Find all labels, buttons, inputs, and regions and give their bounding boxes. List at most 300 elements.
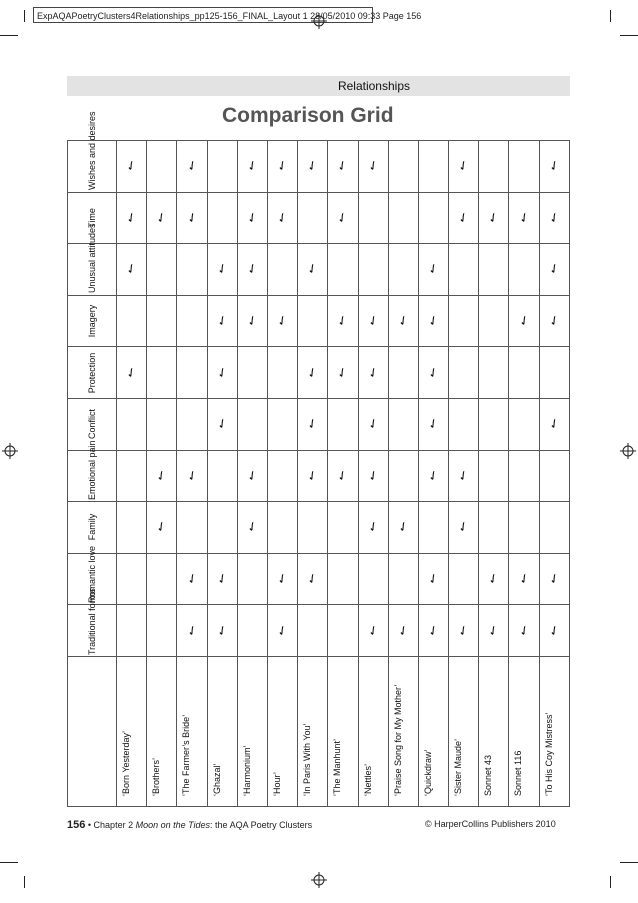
grid-cell bbox=[418, 553, 448, 605]
grid-cell bbox=[177, 141, 207, 193]
tick-mark-icon: ✓ bbox=[334, 156, 352, 176]
grid-cell bbox=[479, 450, 509, 502]
grid-cell bbox=[539, 502, 569, 554]
poem-title: Sonnet 116 bbox=[513, 750, 524, 796]
grid-cell bbox=[117, 502, 147, 554]
grid-cell bbox=[388, 398, 418, 450]
grid-cell bbox=[177, 502, 207, 554]
corner-cell bbox=[68, 656, 117, 806]
poem-title: ‘In Paris With You’ bbox=[302, 723, 313, 796]
tick-mark-icon: ✓ bbox=[273, 208, 291, 227]
grid-cell bbox=[358, 502, 388, 554]
tick-mark-icon: ✓ bbox=[394, 517, 412, 537]
tick-mark-icon: ✓ bbox=[243, 156, 261, 176]
grid-cell bbox=[328, 502, 358, 554]
poem-cell bbox=[388, 656, 418, 806]
page-number: 156 bbox=[67, 819, 86, 831]
grid-cell bbox=[358, 295, 388, 347]
grid-cell bbox=[328, 141, 358, 193]
grid-cell bbox=[117, 192, 147, 244]
footer-bullet: • bbox=[87, 820, 92, 830]
tick-mark-icon: ✓ bbox=[183, 569, 201, 588]
category-row bbox=[68, 398, 570, 450]
grid-cell bbox=[418, 605, 448, 657]
tick-mark-icon: ✓ bbox=[424, 466, 442, 485]
grid-cell bbox=[177, 450, 207, 502]
poem-title: ‘To His Coy Mistress’ bbox=[543, 712, 554, 796]
grid-cell bbox=[267, 502, 297, 554]
grid-cell bbox=[509, 141, 539, 193]
footer-copyright: © HarperCollins Publishers 2010 bbox=[425, 819, 556, 829]
grid-cell bbox=[237, 192, 267, 244]
poem-cell bbox=[479, 656, 509, 806]
tick-mark-icon: ✓ bbox=[213, 311, 231, 330]
grid-cell bbox=[358, 141, 388, 193]
grid-cell bbox=[449, 141, 479, 193]
grid-cell bbox=[147, 502, 177, 554]
tick-mark-icon: ✓ bbox=[303, 414, 321, 434]
grid-cell bbox=[147, 141, 177, 193]
grid-cell bbox=[388, 605, 418, 657]
grid-cell bbox=[509, 553, 539, 605]
grid-cell bbox=[298, 141, 328, 193]
grid-cell bbox=[449, 192, 479, 244]
grid-cell bbox=[358, 398, 388, 450]
grid-cell bbox=[388, 450, 418, 502]
tick-mark-icon: ✓ bbox=[485, 569, 503, 588]
crop-mark bbox=[620, 862, 638, 863]
grid-cell bbox=[479, 192, 509, 244]
grid-cell bbox=[479, 244, 509, 296]
tick-mark-icon: ✓ bbox=[424, 363, 442, 382]
category-label: Time bbox=[87, 208, 97, 228]
grid-cell bbox=[509, 244, 539, 296]
poem-cell bbox=[539, 656, 569, 806]
grid-cell bbox=[147, 553, 177, 605]
grid-cell bbox=[298, 347, 328, 399]
grid-cell bbox=[298, 295, 328, 347]
grid-cell bbox=[298, 244, 328, 296]
category-row bbox=[68, 553, 570, 605]
section-header-band bbox=[67, 76, 570, 96]
grid-cell bbox=[449, 502, 479, 554]
tick-mark-icon: ✓ bbox=[454, 156, 472, 176]
grid-cell bbox=[298, 398, 328, 450]
grid-cell bbox=[267, 450, 297, 502]
category-label: Traditional forms bbox=[87, 587, 97, 655]
poem-title: ‘Ghazal’ bbox=[211, 763, 222, 796]
category-label: Emotional pain bbox=[87, 440, 97, 500]
tick-mark-icon: ✓ bbox=[153, 517, 171, 537]
tick-mark-icon: ✓ bbox=[485, 208, 503, 227]
grid-cell bbox=[207, 502, 237, 554]
tick-mark-icon: ✓ bbox=[303, 569, 321, 588]
category-label: Imagery bbox=[87, 304, 97, 338]
grid-cell bbox=[207, 450, 237, 502]
poem-title: ‘Born Yesterday’ bbox=[121, 730, 131, 796]
grid-cell bbox=[117, 553, 147, 605]
tick-mark-icon: ✓ bbox=[515, 311, 533, 330]
poem-cell bbox=[328, 656, 358, 806]
grid-cell bbox=[207, 141, 237, 193]
grid-cell bbox=[539, 398, 569, 450]
grid-cell bbox=[117, 141, 147, 193]
category-row bbox=[68, 502, 570, 554]
category-row bbox=[68, 605, 570, 657]
registration-mark-icon bbox=[620, 443, 636, 459]
category-label: Conflict bbox=[87, 409, 97, 440]
grid-cell bbox=[147, 398, 177, 450]
poem-title: ‘Nettles’ bbox=[362, 763, 373, 796]
grid-cell bbox=[298, 450, 328, 502]
grid-cell bbox=[539, 347, 569, 399]
grid-cell bbox=[358, 192, 388, 244]
tick-mark-icon: ✓ bbox=[545, 569, 563, 588]
registration-mark-icon bbox=[311, 872, 327, 888]
grid-cell bbox=[237, 553, 267, 605]
tick-mark-icon: ✓ bbox=[122, 363, 140, 382]
category-header bbox=[68, 347, 117, 399]
grid-cell bbox=[298, 553, 328, 605]
poem-cell bbox=[449, 656, 479, 806]
grid-cell bbox=[147, 605, 177, 657]
grid-cell bbox=[207, 192, 237, 244]
tick-mark-icon: ✓ bbox=[424, 259, 442, 279]
tick-mark-icon: ✓ bbox=[515, 208, 533, 227]
grid-cell bbox=[177, 553, 207, 605]
tick-mark-icon: ✓ bbox=[153, 466, 171, 485]
tick-mark-icon: ✓ bbox=[243, 517, 261, 537]
grid-cell bbox=[358, 244, 388, 296]
category-row bbox=[68, 141, 570, 193]
category-row bbox=[68, 295, 570, 347]
grid-cell bbox=[267, 244, 297, 296]
grid-cell bbox=[388, 295, 418, 347]
tick-mark-icon: ✓ bbox=[454, 466, 472, 485]
grid-cell bbox=[509, 295, 539, 347]
crop-mark bbox=[610, 10, 611, 22]
tick-mark-icon: ✓ bbox=[303, 363, 321, 382]
tick-mark-icon: ✓ bbox=[364, 414, 382, 434]
grid-cell bbox=[539, 605, 569, 657]
tick-mark-icon: ✓ bbox=[183, 620, 201, 640]
grid-cell bbox=[298, 502, 328, 554]
category-row bbox=[68, 347, 570, 399]
tick-mark-icon: ✓ bbox=[424, 620, 442, 640]
grid-cell bbox=[509, 347, 539, 399]
grid-cell bbox=[388, 553, 418, 605]
tick-mark-icon: ✓ bbox=[273, 311, 291, 330]
grid-cell bbox=[418, 295, 448, 347]
grid-cell bbox=[449, 347, 479, 399]
grid-cell bbox=[539, 244, 569, 296]
tick-mark-icon: ✓ bbox=[364, 363, 382, 382]
poem-title: ‘Praise Song for My Mother’ bbox=[392, 684, 403, 796]
tick-mark-icon: ✓ bbox=[183, 208, 201, 227]
grid-cell bbox=[509, 450, 539, 502]
grid-cell bbox=[358, 553, 388, 605]
grid-cell bbox=[479, 553, 509, 605]
grid-cell bbox=[117, 450, 147, 502]
poem-name-row bbox=[68, 656, 570, 806]
grid-cell bbox=[539, 192, 569, 244]
grid-cell bbox=[509, 192, 539, 244]
grid-cell bbox=[117, 244, 147, 296]
tick-mark-icon: ✓ bbox=[364, 620, 382, 640]
tick-mark-icon: ✓ bbox=[122, 156, 140, 176]
grid-cell bbox=[449, 295, 479, 347]
grid-cell bbox=[358, 347, 388, 399]
tick-mark-icon: ✓ bbox=[454, 208, 472, 227]
grid-cell bbox=[479, 295, 509, 347]
grid-cell bbox=[479, 141, 509, 193]
grid-cell bbox=[117, 347, 147, 399]
crop-mark bbox=[24, 876, 25, 888]
grid-cell bbox=[418, 450, 448, 502]
tick-mark-icon: ✓ bbox=[545, 259, 563, 279]
tick-mark-icon: ✓ bbox=[303, 156, 321, 176]
grid-cell bbox=[479, 502, 509, 554]
tick-mark-icon: ✓ bbox=[334, 311, 352, 330]
grid-cell bbox=[328, 192, 358, 244]
tick-mark-icon: ✓ bbox=[303, 466, 321, 485]
tick-mark-icon: ✓ bbox=[183, 466, 201, 485]
category-label: Protection bbox=[87, 352, 97, 393]
category-label: Family bbox=[87, 514, 97, 541]
grid-cell bbox=[147, 244, 177, 296]
poem-title: ‘The Farmer’s Bride’ bbox=[181, 714, 192, 796]
poem-cell bbox=[358, 656, 388, 806]
tick-mark-icon: ✓ bbox=[213, 569, 231, 588]
grid-cell bbox=[539, 295, 569, 347]
poem-title: ‘Sister Maude’ bbox=[453, 738, 464, 796]
category-header bbox=[68, 440, 117, 502]
page-title: Comparison Grid bbox=[222, 104, 394, 127]
tick-mark-icon: ✓ bbox=[334, 363, 352, 382]
tick-mark-icon: ✓ bbox=[394, 620, 412, 640]
tick-mark-icon: ✓ bbox=[243, 208, 261, 227]
grid-cell bbox=[177, 295, 207, 347]
tick-mark-icon: ✓ bbox=[213, 414, 231, 434]
grid-cell bbox=[418, 347, 448, 399]
tick-mark-icon: ✓ bbox=[273, 620, 291, 640]
poem-cell bbox=[177, 656, 207, 806]
grid-cell bbox=[237, 347, 267, 399]
grid-cell bbox=[328, 450, 358, 502]
grid-cell bbox=[237, 398, 267, 450]
grid-cell bbox=[177, 347, 207, 399]
tick-mark-icon: ✓ bbox=[454, 517, 472, 537]
tick-mark-icon: ✓ bbox=[243, 466, 261, 485]
crop-mark bbox=[620, 35, 638, 36]
tick-mark-icon: ✓ bbox=[243, 259, 261, 279]
grid-cell bbox=[479, 605, 509, 657]
footer-chapter: Chapter 2 bbox=[93, 820, 136, 830]
registration-mark-icon bbox=[2, 443, 18, 459]
grid-cell bbox=[328, 295, 358, 347]
category-header bbox=[68, 587, 117, 657]
tick-mark-icon: ✓ bbox=[122, 259, 140, 279]
category-label: Unusual attitudes bbox=[87, 223, 97, 294]
tick-mark-icon: ✓ bbox=[122, 208, 140, 227]
grid-cell bbox=[418, 502, 448, 554]
tick-mark-icon: ✓ bbox=[364, 311, 382, 330]
tick-mark-icon: ✓ bbox=[364, 156, 382, 176]
tick-mark-icon: ✓ bbox=[213, 620, 231, 640]
tick-mark-icon: ✓ bbox=[273, 569, 291, 588]
grid-cell bbox=[418, 192, 448, 244]
grid-cell bbox=[207, 295, 237, 347]
tick-mark-icon: ✓ bbox=[545, 156, 563, 176]
grid-cell bbox=[418, 244, 448, 296]
grid-cell bbox=[449, 398, 479, 450]
poem-cell bbox=[147, 656, 177, 806]
poem-title: ‘Brothers’ bbox=[151, 757, 162, 796]
tick-mark-icon: ✓ bbox=[273, 156, 291, 176]
tick-mark-icon: ✓ bbox=[545, 620, 563, 640]
tick-mark-icon: ✓ bbox=[334, 466, 352, 485]
grid-cell bbox=[207, 244, 237, 296]
crop-mark bbox=[24, 10, 25, 22]
poem-cell bbox=[237, 656, 267, 806]
grid-cell bbox=[449, 244, 479, 296]
poem-cell bbox=[267, 656, 297, 806]
grid-cell bbox=[177, 398, 207, 450]
grid-cell bbox=[509, 398, 539, 450]
tick-mark-icon: ✓ bbox=[394, 311, 412, 330]
tick-mark-icon: ✓ bbox=[545, 311, 563, 330]
category-header bbox=[68, 295, 117, 347]
registration-mark-icon bbox=[311, 13, 327, 29]
tick-mark-icon: ✓ bbox=[485, 620, 503, 640]
tick-mark-icon: ✓ bbox=[545, 414, 563, 434]
grid-cell bbox=[237, 605, 267, 657]
grid-cell bbox=[418, 141, 448, 193]
print-slug: ExpAQAPoetryClusters4Relationships_pp125-156_FINAL_Layout 1 28/05/2010 09:33 Page 156 bbox=[33, 7, 373, 23]
crop-mark bbox=[0, 35, 18, 36]
grid-cell bbox=[479, 347, 509, 399]
grid-cell bbox=[147, 450, 177, 502]
grid-cell bbox=[207, 605, 237, 657]
category-label: Romantic love bbox=[87, 546, 97, 604]
tick-mark-icon: ✓ bbox=[303, 259, 321, 279]
grid-cell bbox=[237, 141, 267, 193]
grid-cell bbox=[358, 450, 388, 502]
grid-cell bbox=[267, 553, 297, 605]
grid-cell bbox=[298, 192, 328, 244]
grid-cell bbox=[449, 605, 479, 657]
grid-cell bbox=[117, 295, 147, 347]
grid-cell bbox=[147, 347, 177, 399]
grid-cell bbox=[328, 553, 358, 605]
grid-cell bbox=[267, 605, 297, 657]
grid-cell bbox=[328, 398, 358, 450]
tick-mark-icon: ✓ bbox=[424, 569, 442, 588]
poem-cell bbox=[509, 656, 539, 806]
tick-mark-icon: ✓ bbox=[364, 517, 382, 537]
grid-cell bbox=[358, 605, 388, 657]
grid-cell bbox=[117, 605, 147, 657]
footer-chapter-suffix: : the AQA Poetry Clusters bbox=[210, 820, 313, 830]
category-header bbox=[68, 223, 117, 296]
grid-cell bbox=[509, 502, 539, 554]
grid-cell bbox=[117, 398, 147, 450]
grid-cell bbox=[267, 398, 297, 450]
grid-cell bbox=[418, 398, 448, 450]
grid-cell bbox=[267, 295, 297, 347]
grid-cell bbox=[388, 141, 418, 193]
footer-left bbox=[67, 819, 312, 831]
grid-cell bbox=[388, 502, 418, 554]
grid-cell bbox=[207, 347, 237, 399]
tick-mark-icon: ✓ bbox=[424, 414, 442, 434]
tick-mark-icon: ✓ bbox=[213, 259, 231, 279]
poem-cell bbox=[117, 656, 147, 806]
grid-cell bbox=[177, 605, 207, 657]
grid-cell bbox=[267, 141, 297, 193]
tick-mark-icon: ✓ bbox=[545, 208, 563, 227]
grid-cell bbox=[207, 553, 237, 605]
crop-mark bbox=[0, 862, 18, 863]
category-row bbox=[68, 192, 570, 244]
category-row bbox=[68, 244, 570, 296]
poem-cell bbox=[418, 656, 448, 806]
grid-cell bbox=[328, 347, 358, 399]
grid-cell bbox=[328, 244, 358, 296]
poem-title: Sonnet 43 bbox=[483, 754, 494, 796]
poem-cell bbox=[207, 656, 237, 806]
grid-cell bbox=[267, 347, 297, 399]
grid-cell bbox=[147, 192, 177, 244]
tick-mark-icon: ✓ bbox=[153, 208, 171, 227]
grid-cell bbox=[207, 398, 237, 450]
tick-mark-icon: ✓ bbox=[183, 156, 201, 176]
grid-cell bbox=[177, 192, 207, 244]
grid-cell bbox=[479, 398, 509, 450]
tick-mark-icon: ✓ bbox=[243, 311, 261, 330]
category-label: Wishes and desires bbox=[87, 111, 97, 191]
footer-book-title: Moon on the Tides bbox=[135, 820, 211, 830]
grid-cell bbox=[388, 192, 418, 244]
grid-cell bbox=[509, 605, 539, 657]
grid-cell bbox=[177, 244, 207, 296]
grid-cell bbox=[449, 450, 479, 502]
grid-cell bbox=[539, 450, 569, 502]
grid-cell bbox=[237, 450, 267, 502]
grid-cell bbox=[449, 553, 479, 605]
poem-title: ‘Harmonium’ bbox=[241, 745, 252, 796]
poem-cell bbox=[298, 656, 328, 806]
grid-cell bbox=[388, 347, 418, 399]
grid-cell bbox=[298, 605, 328, 657]
section-title: Relationships bbox=[337, 79, 410, 93]
grid-cell bbox=[388, 244, 418, 296]
poem-title: ‘The Manhunt’ bbox=[332, 738, 343, 796]
tick-mark-icon: ✓ bbox=[334, 208, 352, 227]
grid-cell bbox=[267, 192, 297, 244]
poem-title: ‘Hour’ bbox=[271, 772, 282, 796]
grid-cell bbox=[237, 502, 267, 554]
tick-mark-icon: ✓ bbox=[364, 466, 382, 485]
crop-mark bbox=[610, 876, 611, 888]
tick-mark-icon: ✓ bbox=[515, 620, 533, 640]
category-header bbox=[68, 111, 117, 193]
grid-cell bbox=[237, 295, 267, 347]
grid-cell bbox=[328, 605, 358, 657]
poem-title: ‘Quickdraw’ bbox=[422, 749, 433, 796]
tick-mark-icon: ✓ bbox=[454, 620, 472, 640]
grid-cell bbox=[237, 244, 267, 296]
